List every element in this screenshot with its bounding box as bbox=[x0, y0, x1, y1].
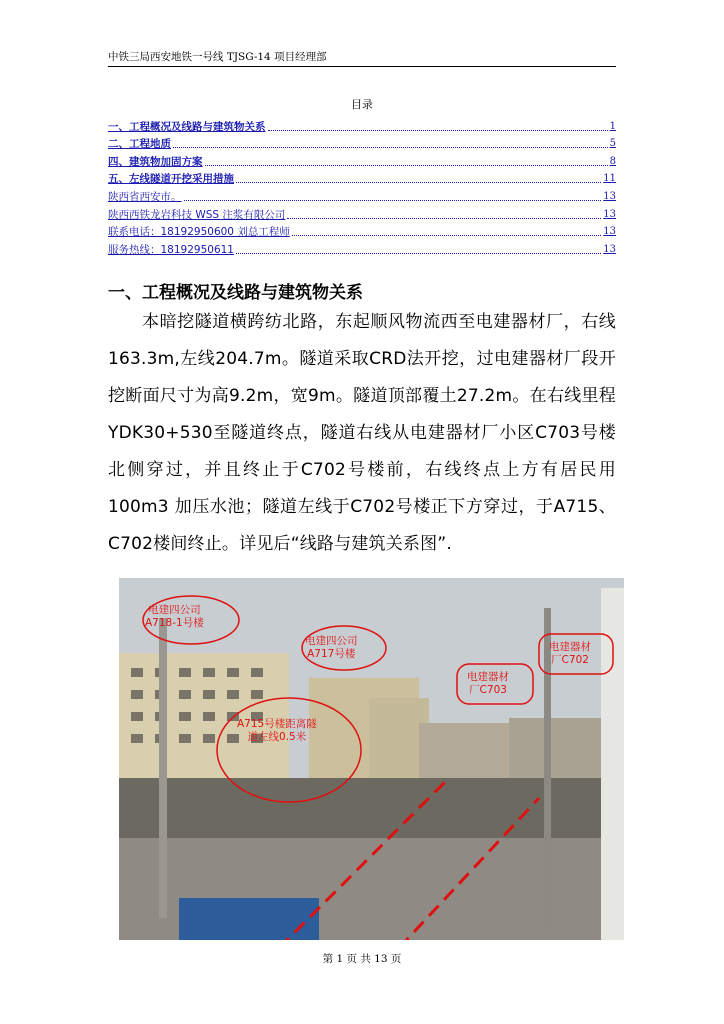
toc-item-label: 服务热线：18192950611 bbox=[108, 243, 234, 256]
toc-item-label: 陕西省西安市。 bbox=[108, 190, 182, 203]
annotation-a717: 电建四公司 A717号楼 bbox=[305, 635, 358, 660]
toc-item-page: 5 bbox=[609, 138, 616, 150]
section-body bbox=[108, 304, 616, 563]
toc-item-page: 13 bbox=[603, 243, 616, 255]
toc-item-3[interactable] bbox=[108, 151, 616, 169]
annotation-c702: 电建器材 厂C702 bbox=[549, 641, 591, 666]
toc-item-label: 五、左线隧道开挖采用措施 bbox=[108, 173, 234, 186]
toc-item-label: 陕西西铁龙岩科技 WSS 注浆有限公司 bbox=[108, 208, 286, 221]
utility-pole-left bbox=[159, 618, 167, 918]
toc-item-label: 四、建筑物加固方案 bbox=[108, 155, 203, 168]
page-header bbox=[108, 50, 616, 67]
toc-item-label: 一、工程概况及线路与建筑物关系 bbox=[108, 120, 266, 133]
toc-leader bbox=[184, 200, 602, 201]
toc-title: 目录 bbox=[351, 98, 373, 111]
toc-item-page: 8 bbox=[609, 155, 616, 167]
site-photo-scene bbox=[119, 578, 624, 940]
toc-leader bbox=[236, 253, 601, 254]
toc-item-4[interactable] bbox=[108, 169, 616, 187]
page-footer: 第 1 页 共 13 页 bbox=[322, 953, 402, 965]
toc-leader bbox=[287, 218, 601, 219]
toc-item-page: 1 bbox=[609, 120, 616, 132]
toc-item-6[interactable] bbox=[108, 204, 616, 222]
toc-item-2[interactable] bbox=[108, 134, 616, 152]
toc-leader bbox=[205, 165, 608, 166]
toc-item-8[interactable] bbox=[108, 239, 616, 257]
toc-item-label: 联系电话：18192950600 刘总工程师 bbox=[108, 226, 290, 239]
toc-item-page: 13 bbox=[603, 208, 616, 220]
toc-leader bbox=[236, 182, 601, 183]
header-text: 中铁三局西安地铁一号线 TJSG-14 项目经理部 bbox=[108, 51, 327, 63]
toc-leader bbox=[268, 130, 608, 131]
toc-leader bbox=[173, 147, 608, 148]
body-paragraph: 本暗挖隧道横跨纺北路，东起顺风物流西至电建器材厂，右线163.3m,左线204.7m。隧道采取CRD法开挖，过电建器材厂段开挖断面尺寸为高9.2m，宽9m。隧道顶部覆土27.2m。在右线里程YDK30+530至隧道终点，隧道右线从电建器材厂小区C703号楼北侧穿过，并且终止于C702号楼前，右线终点上方有居民用100m3 加压水池；隧道左线于C702号楼正下方穿过，于A715、C702楼间终止。详见后“线路与建筑关系图”. bbox=[108, 312, 616, 554]
annotation-a715: A715号楼距离隧 道左线0.5米 bbox=[237, 718, 317, 743]
toc-item-page: 13 bbox=[603, 226, 616, 238]
table-of-contents bbox=[108, 116, 616, 257]
toc-item-page: 13 bbox=[603, 190, 616, 202]
annotation-a718: 电建四公司 A718-1号楼 bbox=[145, 604, 204, 629]
toc-item-5[interactable] bbox=[108, 186, 616, 204]
toc-item-7[interactable] bbox=[108, 222, 616, 240]
section-heading: 一、工程概况及线路与建筑物关系 bbox=[108, 283, 363, 303]
foreground-fence bbox=[179, 898, 319, 940]
toc-leader bbox=[292, 235, 601, 236]
annotation-c703: 电建器材 厂C703 bbox=[467, 671, 509, 696]
toc-item-1[interactable] bbox=[108, 116, 616, 134]
toc-item-label: 二、工程地质 bbox=[108, 138, 171, 151]
site-photo bbox=[119, 578, 624, 940]
toc-item-page: 11 bbox=[603, 173, 616, 185]
